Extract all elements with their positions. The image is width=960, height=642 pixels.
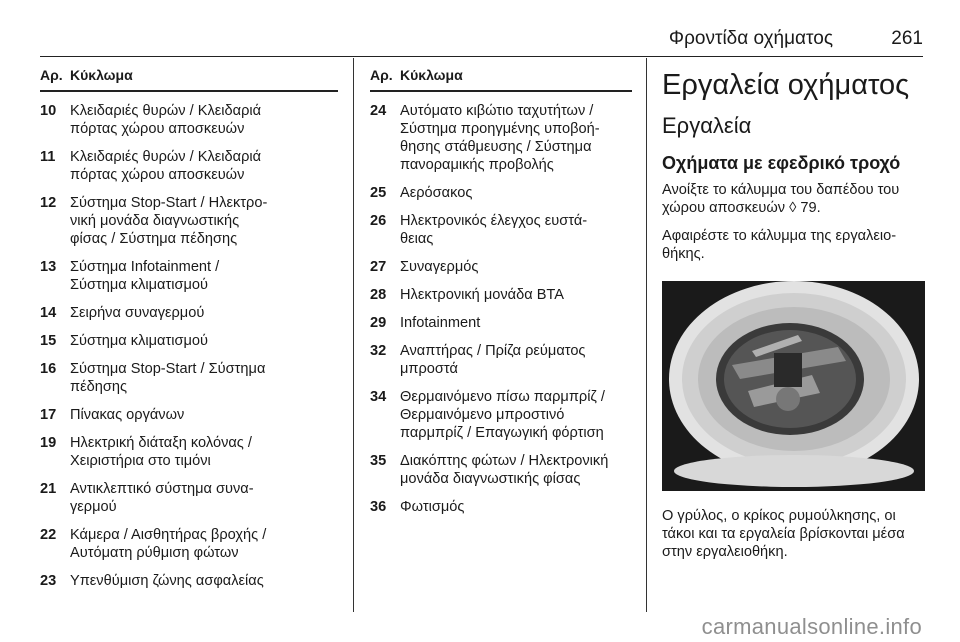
circuit-description: Σειρήνα συναγερμού [70,305,205,321]
circuit-description: Διακόπτης φώτων / Ηλεκτρονική μονάδα διαγνωστικής φίσας [400,453,609,487]
table-header [370,58,632,92]
column-header-number: Αρ. [40,67,63,83]
table-row [370,184,632,202]
fuse-number: 10 [40,103,57,119]
circuit-description: Υπενθύμιση ζώνης ασφαλείας [70,573,264,589]
circuit-description: Αερόσακος [400,185,473,201]
circuit-description: Σύστημα Stop-Start / Σύστημα πέδησης [70,361,266,395]
circuit-description: Σύστημα Infotainment / Σύστημα κλιματισμού [70,259,220,293]
fuse-number: 24 [370,103,387,119]
table-row [40,304,338,322]
fuse-number: 25 [370,185,387,201]
table-row [40,148,338,184]
circuit-description: Κλειδαριές θυρών / Κλειδαριά πόρτας χώρου αποσκευών [70,103,262,137]
table-row [370,342,632,378]
table-row [40,572,338,590]
circuit-description: Ηλεκτρονική μονάδα BTA [400,287,565,303]
spare-wheel-toolbox-photo [662,281,925,491]
circuit-description: Σύστημα κλιματισμού [70,333,208,349]
circuit-description: Σύστημα Stop-Start / Ηλεκτρο- νική μονάδα διαγνωστικής φίσας / Σύστημα πέδησης [70,195,268,247]
circuit-description: Θερμαινόμενο πίσω παρμπρίζ / Θερμαινόμενο μπροστινό παρμπρίζ / Επαγωγική φόρτιση [400,389,605,441]
circuit-description: Ηλεκτρική διάταξη κολόνας / Χειριστήρια στο τιμόνι [70,435,252,469]
circuit-description: Πίνακας οργάνων [70,407,185,423]
watermark: carmanualsonline.info [701,614,922,639]
fuse-number: 15 [40,333,57,349]
fuse-number: 14 [40,305,57,321]
subsubsection-title: Οχήματα με εφεδρικό τροχό [662,153,901,173]
instruction-paragraph: Αφαιρέστε το κάλυμμα της εργαλειο- θήκης. [662,228,897,262]
column-divider [646,58,647,612]
section-title: Εργαλεία οχήματος [662,69,910,101]
fuse-number: 16 [40,361,57,377]
table-row [40,360,338,396]
fuse-table-left [40,58,338,590]
page-header [40,26,923,57]
fuse-number: 29 [370,315,387,331]
table-header [40,58,338,92]
header-title: Φροντίδα οχήματος [668,28,833,49]
column-divider [353,58,354,612]
table-row [40,258,338,294]
column-header-circuit: Κύκλωμα [70,67,133,83]
fuse-number: 34 [370,389,387,405]
fuse-number: 36 [370,499,387,515]
fuse-number: 27 [370,259,387,275]
table-row [370,212,632,248]
instruction-paragraph: Ανοίξτε το κάλυμμα του δαπέδου του χώρου αποσκευών ◊ 79. [662,182,900,216]
fuse-number: 22 [40,527,57,543]
fuse-number: 17 [40,407,57,423]
table-row [40,480,338,516]
circuit-description: Φωτισμός [400,499,465,515]
tools-section [662,58,927,576]
table-row [370,286,632,304]
table-row [370,102,632,174]
column-header-circuit: Κύκλωμα [400,67,463,83]
table-row [370,258,632,276]
table-row [40,406,338,424]
table-row [370,498,632,516]
fuse-table-right [370,58,632,516]
fuse-number: 32 [370,343,387,359]
circuit-description: Infotainment [400,315,481,331]
fuse-number: 21 [40,481,57,497]
fuse-number: 23 [40,573,57,589]
circuit-description: Αυτόματο κιβώτιο ταχυτήτων / Σύστημα προηγμένης υποβοή- θησης στάθμευσης / Σύστημα πανοραμικής προβολής [400,103,600,173]
subsection-title: Εργαλεία [662,113,752,138]
page-number: 261 [891,28,923,49]
table-row [370,388,632,442]
table-row [40,332,338,350]
table-row [370,452,632,488]
spare-wheel-illustration [662,281,925,491]
table-row [40,434,338,470]
table-row [370,314,632,332]
fuse-number: 28 [370,287,387,303]
circuit-description: Κάμερα / Αισθητήρας βροχής / Αυτόματη ρύθμιση φώτων [70,527,267,561]
circuit-description: Αναπτήρας / Πρίζα ρεύματος μπροστά [400,343,586,377]
fuse-number: 11 [40,149,56,165]
circuit-description: Συναγερμός [400,259,479,275]
column-header-number: Αρ. [370,67,393,83]
fuse-number: 19 [40,435,57,451]
circuit-description: Αντικλεπτικό σύστημα συνα- γερμού [70,481,254,515]
circuit-description: Κλειδαριές θυρών / Κλειδαριά πόρτας χώρου αποσκευών [70,149,262,183]
table-row [40,194,338,248]
fuse-number: 12 [40,195,57,211]
figure-caption: Ο γρύλος, ο κρίκος ρυμούλκησης, οι τάκοι και τα εργαλεία βρίσκονται μέσα στην εργαλειοθήκη. [662,508,905,560]
circuit-description: Ηλεκτρονικός έλεγχος ευστά- θειας [400,213,588,247]
fuse-number: 35 [370,453,387,469]
table-row [40,526,338,562]
table-row [40,102,338,138]
fuse-number: 26 [370,213,387,229]
fuse-number: 13 [40,259,57,275]
